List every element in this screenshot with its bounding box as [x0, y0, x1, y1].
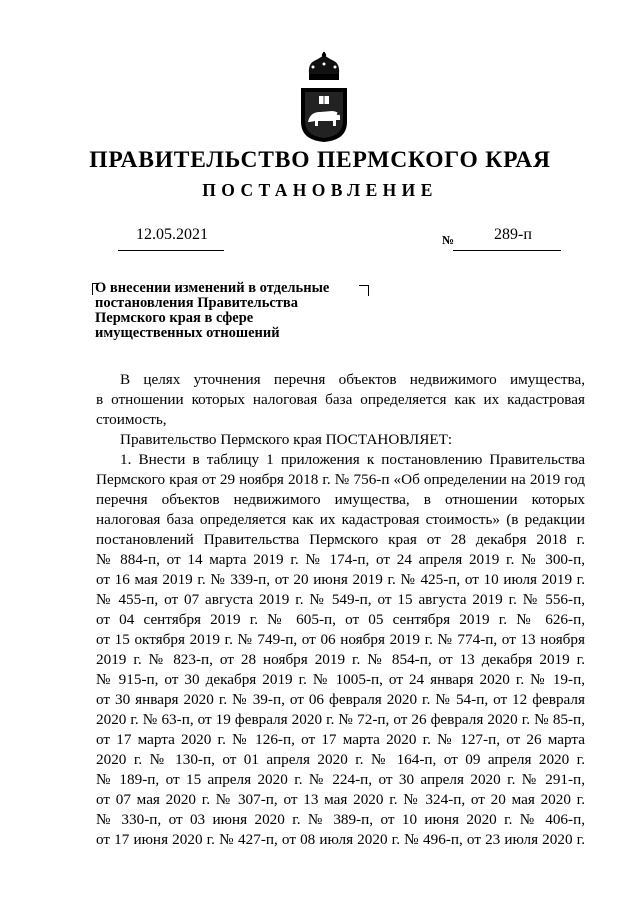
body-line: от 30 января 2020 г. № 39-п, от 06 февраля 2020 г. № 54-п, от 12 февраля	[96, 691, 585, 708]
body-line: № 189-п, от 15 апреля 2020 г. № 224-п, от 30 апреля 2020 г. № 291-п,	[96, 771, 585, 788]
preamble-paragraph	[96, 370, 585, 430]
body-line: от 16 мая 2019 г. № 339-п, от 20 июня 2019 г. № 425-п, от 10 июля 2019 г.	[96, 571, 585, 588]
body-line: 2020 г. № 130-п, от 01 апреля 2020 г. № 164-п, от 09 апреля 2020 г.	[96, 751, 585, 768]
number-field	[453, 226, 561, 251]
subject-line: имущественных отношений	[95, 325, 280, 341]
body-line: стоимость,	[96, 411, 167, 428]
subject-line: О внесении изменений в отдельные	[95, 280, 330, 296]
body-line: перечня объектов недвижимого имущества, в отношении которых	[96, 491, 585, 508]
body-line: № 330-п, от 03 июня 2020 г. № 389-п, от 10 июня 2020 г. № 406-п,	[96, 811, 585, 828]
body-line: 2019 г. № 823-п, от 28 ноября 2019 г. № 854-п, от 13 декабря 2019 г.	[96, 651, 585, 668]
subject-corner-mark-right	[359, 285, 369, 296]
body-line: Пермского края от 29 ноября 2018 г. № 756-п «Об определении на 2019 год	[96, 471, 585, 488]
body-line: налоговая база определяется как их кадастровая стоимость» (в редакции	[96, 511, 585, 528]
body-line: от 15 октября 2019 г. № 749-п, от 06 ноября 2019 г. № 774-п, от 13 ноября	[96, 631, 585, 648]
body-line: от 17 июня 2020 г. № 427-п, от 08 июля 2020 г. № 496-п, от 23 июля 2020 г.	[96, 831, 585, 848]
document-type-heading: ПОСТАНОВЛЕНИЕ	[202, 180, 438, 200]
body-line: № 884-п, от 14 марта 2019 г. № 174-п, от 24 апреля 2019 г. № 300-п,	[96, 551, 585, 568]
body-line: № 915-п, от 30 декабря 2019 г. № 1005-п, от 24 января 2020 г. № 19-п,	[96, 671, 585, 688]
body-line: 2020 г. № 63-п, от 19 февраля 2020 г. № 72-п, от 26 февраля 2020 г. № 85-п,	[96, 711, 585, 728]
resolution-paragraph	[96, 430, 585, 450]
subject-line: Пермского края в сфере	[95, 310, 254, 326]
body-line: В целях уточнения перечня объектов недвижимого имущества,	[120, 371, 585, 388]
body-line: от 04 сентября 2019 г. № 605-п, от 05 сентября 2019 г. № 626-п,	[96, 611, 585, 628]
body-line: Правительство Пермского края ПОСТАНОВЛЯЕТ:	[120, 431, 453, 448]
clause-1-paragraph	[96, 450, 585, 850]
body-line: от 17 марта 2020 г. № 126-п, от 17 марта 2020 г. № 127-п, от 26 марта	[96, 731, 585, 748]
body-line: от 07 мая 2020 г. № 307-п, от 13 мая 2020 г. № 324-п, от 20 мая 2020 г.	[96, 791, 585, 808]
body-line: постановлений Правительства Пермского края от 28 декабря 2018 г.	[96, 531, 585, 548]
body-line: № 455-п, от 07 августа 2019 г. № 549-п, от 15 августа 2019 г. № 556-п,	[96, 591, 585, 608]
document-subject	[95, 281, 355, 341]
government-title: ПРАВИТЕЛЬСТВО ПЕРМСКОГО КРАЯ	[89, 147, 551, 173]
number-sign: №	[442, 233, 455, 247]
body-line: 1. Внести в таблицу 1 приложения к постановлению Правительства	[120, 451, 585, 468]
document-number: 289-п	[494, 226, 532, 243]
subject-line: постановления Правительства	[95, 295, 298, 311]
body-line: в отношении которых налоговая база определяется как их кадастровая	[96, 391, 585, 408]
date-field	[118, 226, 224, 251]
document-body	[96, 370, 585, 850]
document-date: 12.05.2021	[136, 226, 208, 243]
perm-krai-coat-of-arms-icon	[298, 52, 350, 144]
